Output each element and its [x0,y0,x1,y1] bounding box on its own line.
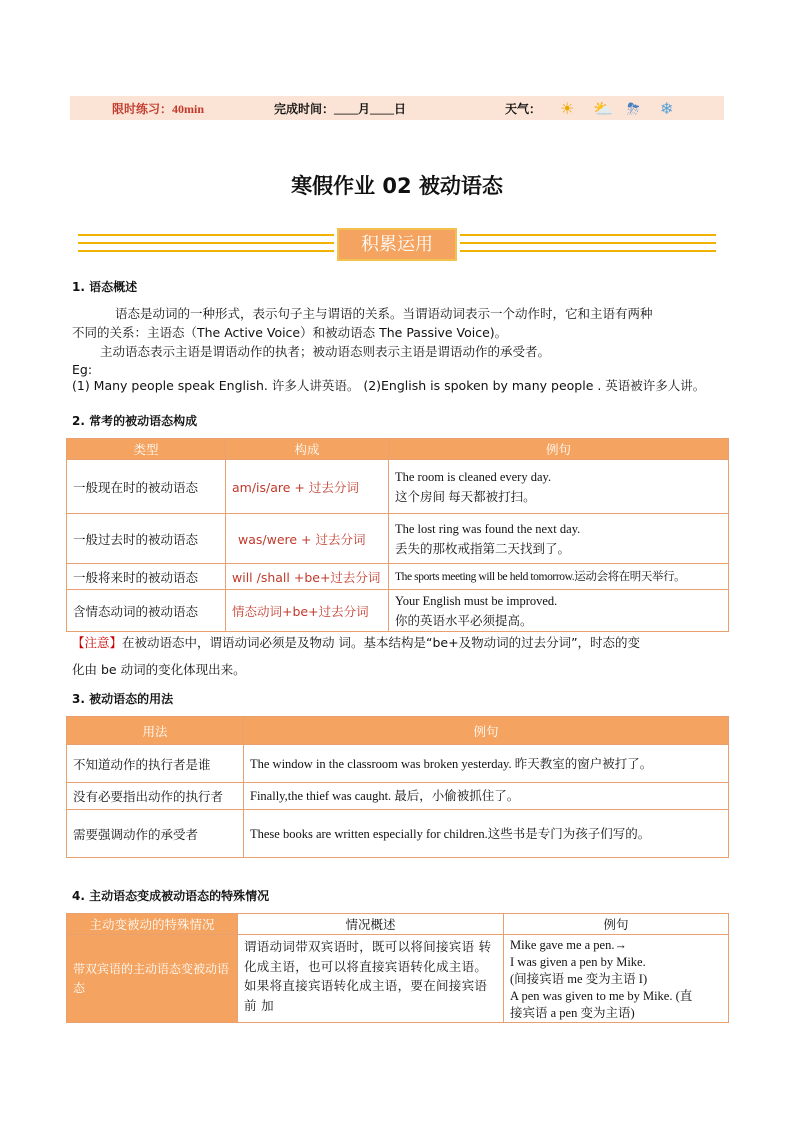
banner-rule [78,234,334,236]
table-row [67,514,729,564]
s1-line3: 主动语态表示主语是谓语动作的执者；被动语态则表示主语是谓语动作的承受者。 [100,344,551,359]
section-banner: 积累运用 [337,228,457,261]
header-bar [70,96,724,120]
sun-icon: ☀ [560,99,575,118]
forms-table [66,438,729,632]
section-1-heading: 1. 语态概述 [72,280,138,294]
banner-rule [460,234,716,236]
page-title: 寒假作业 02 被动语态 [291,174,503,198]
use-cell: 需要强调动作的承受者 [67,810,244,858]
s1-example: (1) Many people speak English. 许多人讲英语。 (2)English is spoken by many people . 英语被许多人讲。 [72,378,706,393]
type-cell: 一般过去时的被动语态 [67,514,226,564]
desc-cell: 谓语动词带双宾语时，既可以将间接宾语 转化成主语，也可以将直接宾语转化成主语。 如果将直接宾语转化成主语，要在间接宾语前 加 [238,935,504,1023]
example-cell: The sports meeting will be held tomorrow.运动会将在明天举行。 [389,564,729,590]
type-cell: 一般将来时的被动语态 [67,564,226,590]
banner-rule [78,242,334,244]
s1-eg: Eg: [72,362,93,377]
form-cell: am/is/are + 过去分词 [226,460,389,514]
col-header: 情况概述 [238,914,504,935]
s1-line2: 不同的关系：主语态（The Active Voice）和被动语态 The Passive Voice)。 [72,325,508,340]
finish-time: 完成时间：____月____日 [274,102,407,116]
banner-rule [460,242,716,244]
table-row [67,783,729,810]
col-header: 主动变被动的特殊情况 [67,914,238,935]
case-cell: 带双宾语的主动语态变被动语态 [67,935,238,1023]
table-row [67,810,729,858]
usage-table [66,716,729,858]
note-text-2: 化由 be 动词的变化体现出来。 [72,662,246,677]
table-row [67,590,729,632]
form-cell: will /shall +be+过去分词 [226,564,389,590]
col-header: 类型 [67,439,226,460]
use-cell: 不知道动作的执行者是谁 [67,745,244,783]
section-4-heading: 4. 主动语态变成被动语态的特殊情况 [72,889,270,903]
section-3-heading: 3. 被动语态的用法 [72,692,174,706]
type-cell: 一般现在时的被动语态 [67,460,226,514]
snow-icon: ❄ [660,99,674,118]
col-header: 例句 [244,717,729,745]
table-row [67,564,729,590]
thunderstorm-icon: ⛈ [627,99,640,118]
example-cell: These books are written especially for children.这些书是专门为孩子们写的。 [244,810,729,858]
table-row [67,935,729,1023]
example-cell: The window in the classroom was broken yesterday. 昨天教室的窗户被打了。 [244,745,729,783]
time-limit: 限时练习：40min [112,102,205,116]
col-header: 用法 [67,717,244,745]
example-cell: The room is cleaned every day. 这个房间 每天都被打扫。 [389,460,729,514]
special-cases-table [66,913,729,1023]
col-header: 例句 [389,439,729,460]
form-cell: was/were + 过去分词 [226,514,389,564]
form-cell: 情态动词+be+过去分词 [226,590,389,632]
section-2-heading: 2. 常考的被动语态构成 [72,414,198,428]
col-header: 例句 [504,914,729,935]
weather-label: 天气： [505,102,542,116]
col-header: 构成 [226,439,389,460]
table-row [67,460,729,514]
banner-rule [460,250,716,252]
s1-line1: 语态是动词的一种形式，表示句子主与谓语的关系。当谓语动词表示一个动作时，它和主语有两种 [115,306,653,321]
type-cell: 含情态动词的被动语态 [67,590,226,632]
table-row [67,745,729,783]
partly-cloudy-icon: ⛅ [593,99,613,118]
use-cell: 没有必要指出动作的执行者 [67,783,244,810]
banner-rule [78,250,334,252]
note-label: 【注意】 [72,635,123,650]
example-cell: The lost ring was found the next day. 丢失的那枚戒指第二天找到了。 [389,514,729,564]
note-text: 在被动语态中，谓语动词必须是及物动 词。基本结构是“be+及物动词的过去分词”，时态的变 [122,635,641,650]
example-cell: Mike gave me a pen.→ I was given a pen by Mike. (间接宾语 me 变为主语 I) A pen was given to me by Mike. (直 接宾语 a pen 变为主语) [504,935,729,1023]
note [72,633,640,652]
example-cell: Your English must be improved. 你的英语水平必须提高。 [389,590,729,632]
example-cell: Finally,the thief was caught. 最后，小偷被抓住了。 [244,783,729,810]
